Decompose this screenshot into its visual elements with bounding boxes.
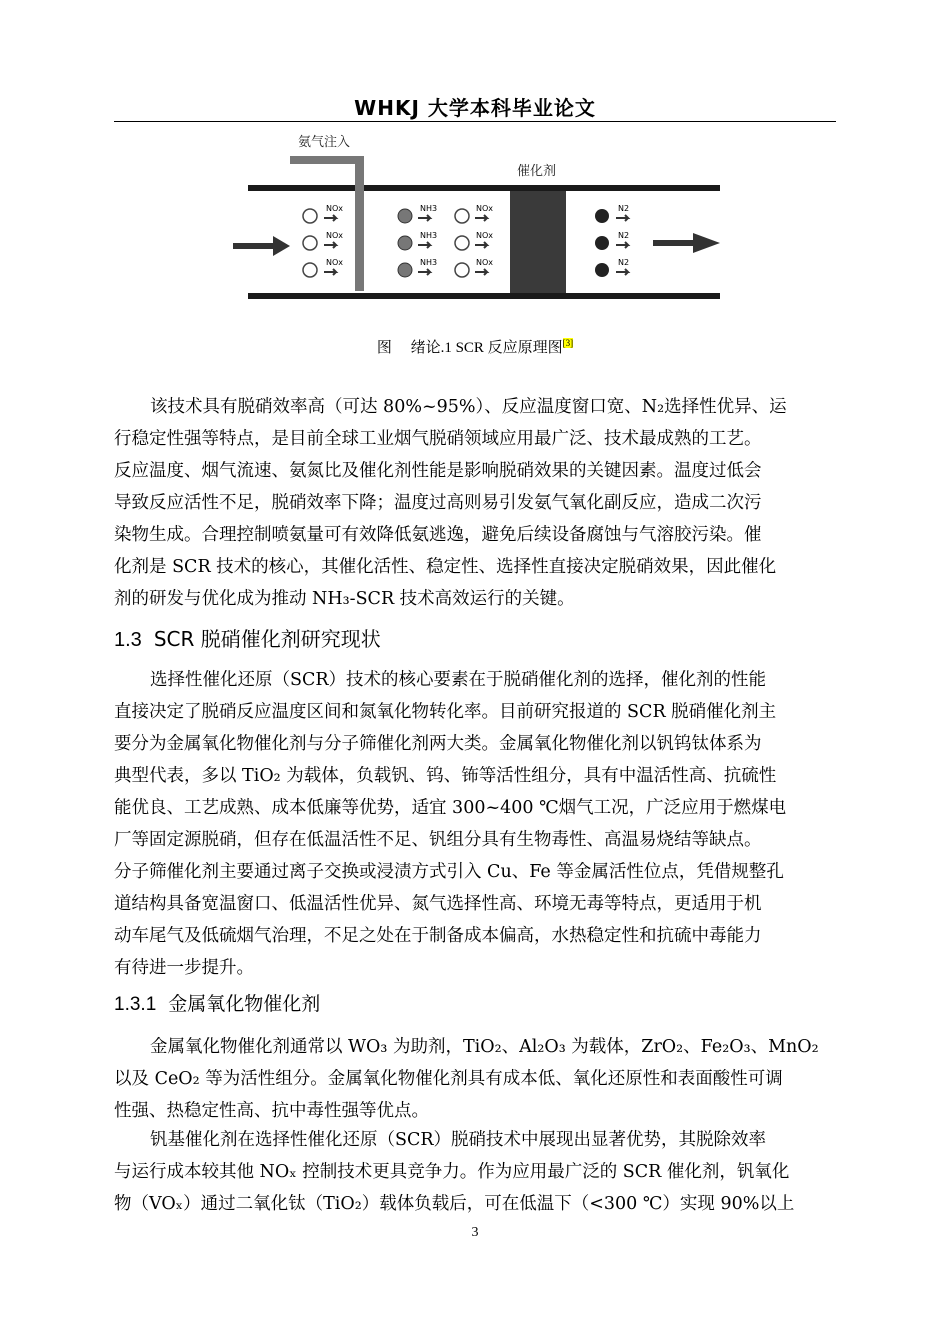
text-line: 导致反应活性不足，脱硝效率下降；温度过高则易引发氨气氧化副反应，造成二次污 xyxy=(114,493,762,513)
section-number: 1.3 xyxy=(114,629,142,651)
text-line: 以及 CeO₂ 等为活性组分。金属氧化物催化剂具有成本低、氧化还原性和表面酸性可调 xyxy=(114,1069,783,1089)
section-number: 1.3.1 xyxy=(114,994,157,1015)
nox-label: NOx xyxy=(476,231,494,240)
ammonia-injection-label: 氨气注入 xyxy=(298,135,351,150)
text-line: 有待进一步提升。 xyxy=(114,958,254,978)
outlet-arrow-icon xyxy=(653,233,720,253)
nox-label: NOx xyxy=(326,231,344,240)
text-line: 直接决定了脱硝反应温度区间和氮氧化物转化率。目前研究报道的 SCR 脱硝催化剂主 xyxy=(114,702,777,722)
section-title: SCR 脱硝催化剂研究现状 xyxy=(153,627,381,651)
ammonia-injector xyxy=(355,156,364,291)
text-line: 行稳定性强等特点，是目前全球工业烟气脱硝领域应用最广泛、技术最成熟的工艺。 xyxy=(114,429,762,449)
section-heading-1-3 xyxy=(114,623,381,652)
text-line: 性强、热稳定性高、抗中毒性强等优点。 xyxy=(114,1101,429,1121)
text-line: 染物生成。合理控制喷氨量可有效降低氨逃逸，避免后续设备腐蚀与气溶胶污染。催 xyxy=(114,525,762,545)
nox-group-1 xyxy=(303,204,343,277)
page-header-title: WHKJ 大学本科毕业论文 xyxy=(354,96,596,120)
pipe-top-wall xyxy=(248,185,720,191)
pipe-bottom-wall xyxy=(248,293,720,299)
scr-diagram xyxy=(230,128,730,308)
header-rule xyxy=(114,121,836,122)
nh3-label: NH3 xyxy=(420,258,438,267)
nh3-label: NH3 xyxy=(420,204,438,213)
catalyst-label: 催化剂 xyxy=(517,164,557,179)
text-line: 要分为金属氧化物催化剂与分子筛催化剂两大类。金属氧化物催化剂以钒钨钛体系为 xyxy=(114,734,762,754)
text-line: 该技术具有脱硝效率高（可达 80%~95%）、反应温度窗口宽、N₂选择性优异、运 xyxy=(150,397,787,417)
n2-group xyxy=(595,204,629,277)
text-line: 与运行成本较其他 NOₓ 控制技术更具竞争力。作为应用最广泛的 SCR 催化剂，钒氧化 xyxy=(114,1162,790,1182)
n2-label: N2 xyxy=(618,204,630,213)
figure-caption xyxy=(0,336,950,357)
paragraph-vanadium xyxy=(114,1124,836,1220)
paragraph-metal-oxide xyxy=(114,1031,836,1127)
text-line: 选择性催化还原（SCR）技术的核心要素在于脱硝催化剂的选择，催化剂的性能 xyxy=(150,670,767,690)
nox-group-2 xyxy=(455,204,493,277)
text-line: 反应温度、烟气流速、氨氮比及催化剂性能是影响脱硝效果的关键因素。温度过低会 xyxy=(114,461,762,481)
paragraph-catalyst-status xyxy=(114,664,836,984)
text-line: 化剂是 SCR 技术的核心，其催化活性、稳定性、选择性直接决定脱硝效果，因此催化 xyxy=(114,557,777,577)
ammonia-injector-head xyxy=(290,156,364,164)
nox-label: NOx xyxy=(326,258,344,267)
nh3-label: NH3 xyxy=(420,231,438,240)
text-line: 典型代表，多以 TiO₂ 为载体，负载钒、钨、钸等活性组分，具有中温活性高、抗硫性 xyxy=(114,766,777,786)
section-heading-1-3-1 xyxy=(114,989,320,1016)
nox-label: NOx xyxy=(476,204,494,213)
nox-label: NOx xyxy=(476,258,494,267)
text-line: 分子筛催化剂主要通过离子交换或浸渍方式引入 Cu、Fe 等金属活性位点，凭借规整孔 xyxy=(114,862,784,882)
n2-label: N2 xyxy=(618,231,630,240)
nh3-group xyxy=(398,204,437,277)
text-line: 剂的研发与优化成为推动 NH₃-SCR 技术高效运行的关键。 xyxy=(114,589,575,609)
text-line: 能优良、工艺成熟、成本低廉等优势，适宜 300~400 ℃烟气工况，广泛应用于燃煤电 xyxy=(114,798,787,818)
text-line: 金属氧化物催化剂通常以 WO₃ 为助剂，TiO₂、Al₂O₃ 为载体，ZrO₂、Fe₂O₃、MnO₂ xyxy=(150,1037,819,1057)
section-title: 金属氧化物催化剂 xyxy=(168,993,321,1015)
text-line: 钒基催化剂在选择性催化还原（SCR）脱硝技术中展现出显著优势，其脱除效率 xyxy=(150,1130,767,1150)
page-number: 3 xyxy=(471,1225,479,1240)
catalyst-block xyxy=(510,191,566,293)
text-line: 动车尾气及低硫烟气治理，不足之处在于制备成本偏高，水热稳定性和抗硫中毒能力 xyxy=(114,926,762,946)
text-line: 物（VOₓ）通过二氧化钛（TiO₂）载体负载后，可在低温下（<300 ℃）实现 90%以上 xyxy=(114,1194,795,1214)
inlet-arrow-icon xyxy=(233,236,290,256)
nox-label: NOx xyxy=(326,204,344,213)
text-line: 道结构具备宽温窗口、低温活性优异、氮气选择性高、环境无毒等特点，更适用于机 xyxy=(114,894,762,914)
paragraph-scr-advantages xyxy=(114,391,836,615)
citation-ref: [3] xyxy=(562,338,574,348)
figure-caption-text: 图 绪论.1 SCR 反应原理图 xyxy=(376,340,563,356)
n2-label: N2 xyxy=(618,258,630,267)
text-line: 厂等固定源脱硝，但存在低温活性不足、钒组分具有生物毒性、高温易烧结等缺点。 xyxy=(114,830,762,850)
